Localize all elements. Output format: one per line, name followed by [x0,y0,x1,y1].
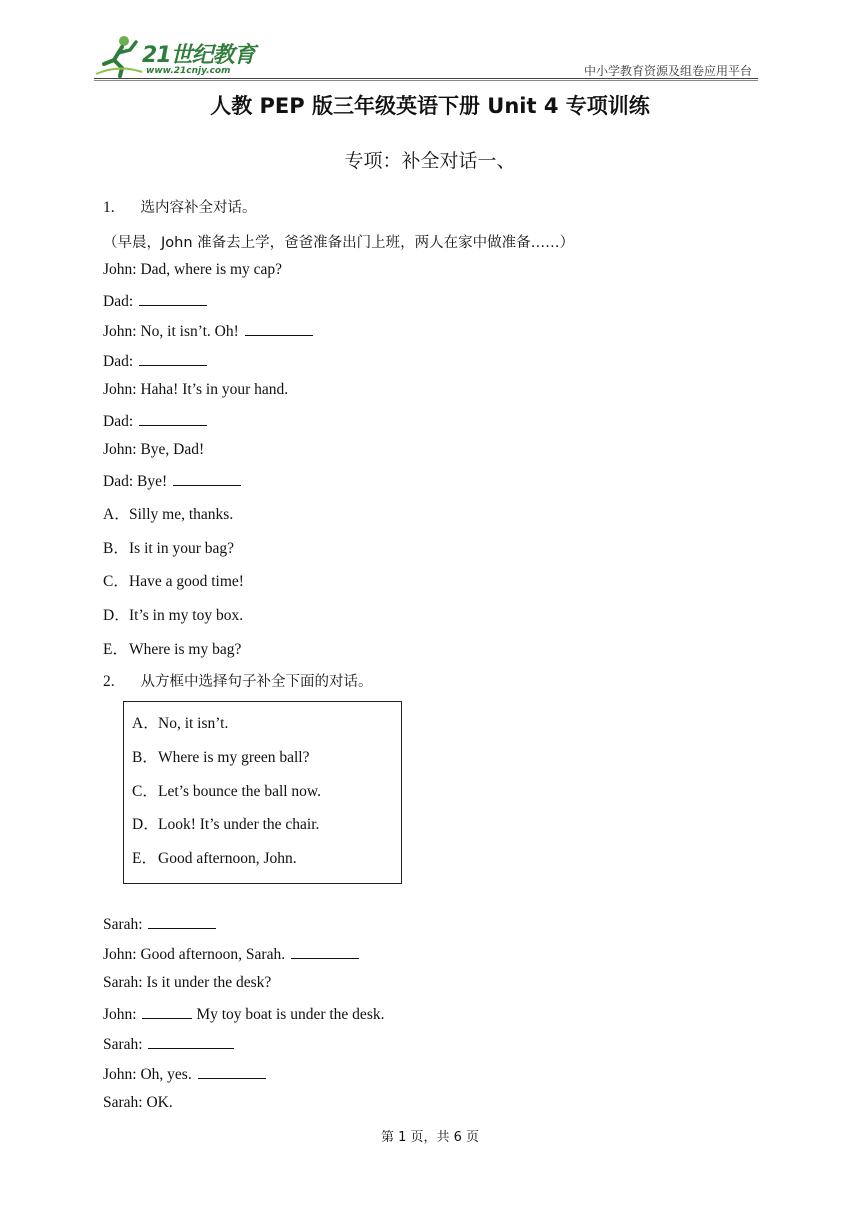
q1-context: （早晨，John 准备去上学，爸爸准备出门上班，两人在家中做准备……） [103,235,575,251]
option-letter: E． [103,641,128,658]
dialogue-text-after-blank: My toy boat is under the desk. [192,1006,385,1023]
option-letter: E． [132,850,157,867]
option-text: Good afternoon, John. [158,850,297,867]
answer-blank[interactable] [142,1004,192,1019]
q1-option [103,536,234,558]
dialogue-text: Dad: [103,353,138,370]
q1-dialogue-line [103,471,241,491]
option-text: Where is my green ball? [158,749,310,766]
dialogue-text: John: No, it isn’t. Oh! [103,323,243,340]
q1-dialogue-line [103,351,207,371]
q1-dialogue-line [103,411,207,431]
option-letter: D． [103,607,130,624]
dialogue-text: John: Dad, where is my cap? [103,261,283,278]
answer-blank[interactable] [139,351,207,366]
answer-blank[interactable] [245,321,313,336]
option-text: Have a good time! [129,573,244,590]
q1-instruction: 选内容补全对话。 [140,200,257,216]
dialogue-text: Sarah: [103,1036,147,1053]
option-letter: B． [132,749,158,766]
answer-blank[interactable] [139,411,207,426]
q2-dialogue-line [103,974,271,992]
header-divider-thin [94,80,758,81]
logo [94,34,274,78]
q2-option [132,779,321,801]
option-text: Is it in your bag? [129,540,235,557]
option-text: It’s in my toy box. [129,607,244,624]
option-letter: A． [103,506,130,523]
header-divider [94,78,758,79]
dialogue-text: John: [103,1006,141,1023]
option-letter: C． [132,783,158,800]
answer-blank[interactable] [173,471,241,486]
q2-option [132,745,310,767]
dialogue-text: Sarah: Is it under the desk? [103,974,272,991]
page-title: 人教 PEP 版三年级英语下册 Unit 4 专项训练 [210,94,650,118]
answer-blank[interactable] [198,1064,266,1079]
dialogue-text: Dad: [103,413,138,430]
option-letter: C． [103,573,129,590]
option-text: Look! It’s under the chair. [158,816,320,833]
option-text: Let’s bounce the ball now. [158,783,321,800]
dialogue-text: Dad: [103,293,138,310]
option-text: Where is my bag? [129,641,242,658]
q2-options-box [123,701,402,884]
q2-number: 2. [103,673,115,690]
q1-dialogue-line [103,381,288,399]
q2-dialogue-line [103,914,216,934]
option-text: Silly me, thanks. [129,506,234,523]
dialogue-text: Sarah: [103,916,147,933]
q2-dialogue-line [103,1064,266,1084]
page-header [94,30,758,80]
answer-blank[interactable] [148,914,216,929]
q1-heading [103,196,257,217]
dialogue-text: Sarah: OK. [103,1094,173,1111]
dialogue-text: Dad: Bye! [103,473,172,490]
q1-number: 1. [103,199,115,216]
header-platform-text: 中小学教育资源及组卷应用平台 [583,64,752,78]
q2-option [132,812,319,834]
q1-option [103,569,244,591]
q1-dialogue-line [103,261,282,279]
q2-heading [103,670,373,691]
option-letter: B． [103,540,129,557]
option-letter: D． [132,816,159,833]
q2-dialogue-line [103,1004,384,1024]
q2-dialogue-line [103,1094,173,1112]
page-subtitle: 专项：补全对话一、 [344,150,516,172]
logo-url: www.21cnjy.com [146,66,231,76]
q2-instruction: 从方框中选择句子补全下面的对话。 [140,674,373,690]
q1-dialogue-line [103,441,204,459]
q1-option [103,502,233,524]
q1-option [103,603,243,625]
dialogue-text: John: Good afternoon, Sarah. [103,946,289,963]
dialogue-text: John: Oh, yes. [103,1066,196,1083]
option-text: No, it isn’t. [158,715,229,732]
q2-option [132,846,297,868]
page-footer: 第 1 页，共 6 页 [380,1130,480,1145]
option-letter: A． [132,715,159,732]
q2-dialogue-line [103,944,359,964]
dialogue-text: John: Bye, Dad! [103,441,205,458]
answer-blank[interactable] [291,944,359,959]
logo-text: 21世纪教育 [142,43,255,68]
q2-option [132,711,228,733]
q1-dialogue-line [103,321,313,341]
q1-dialogue-line [103,291,207,311]
runner-logo-icon [94,34,144,78]
q2-dialogue-line [103,1034,234,1054]
answer-blank[interactable] [148,1034,234,1049]
q1-option [103,637,241,659]
dialogue-text: John: Haha! It’s in your hand. [103,381,289,398]
answer-blank[interactable] [139,291,207,306]
